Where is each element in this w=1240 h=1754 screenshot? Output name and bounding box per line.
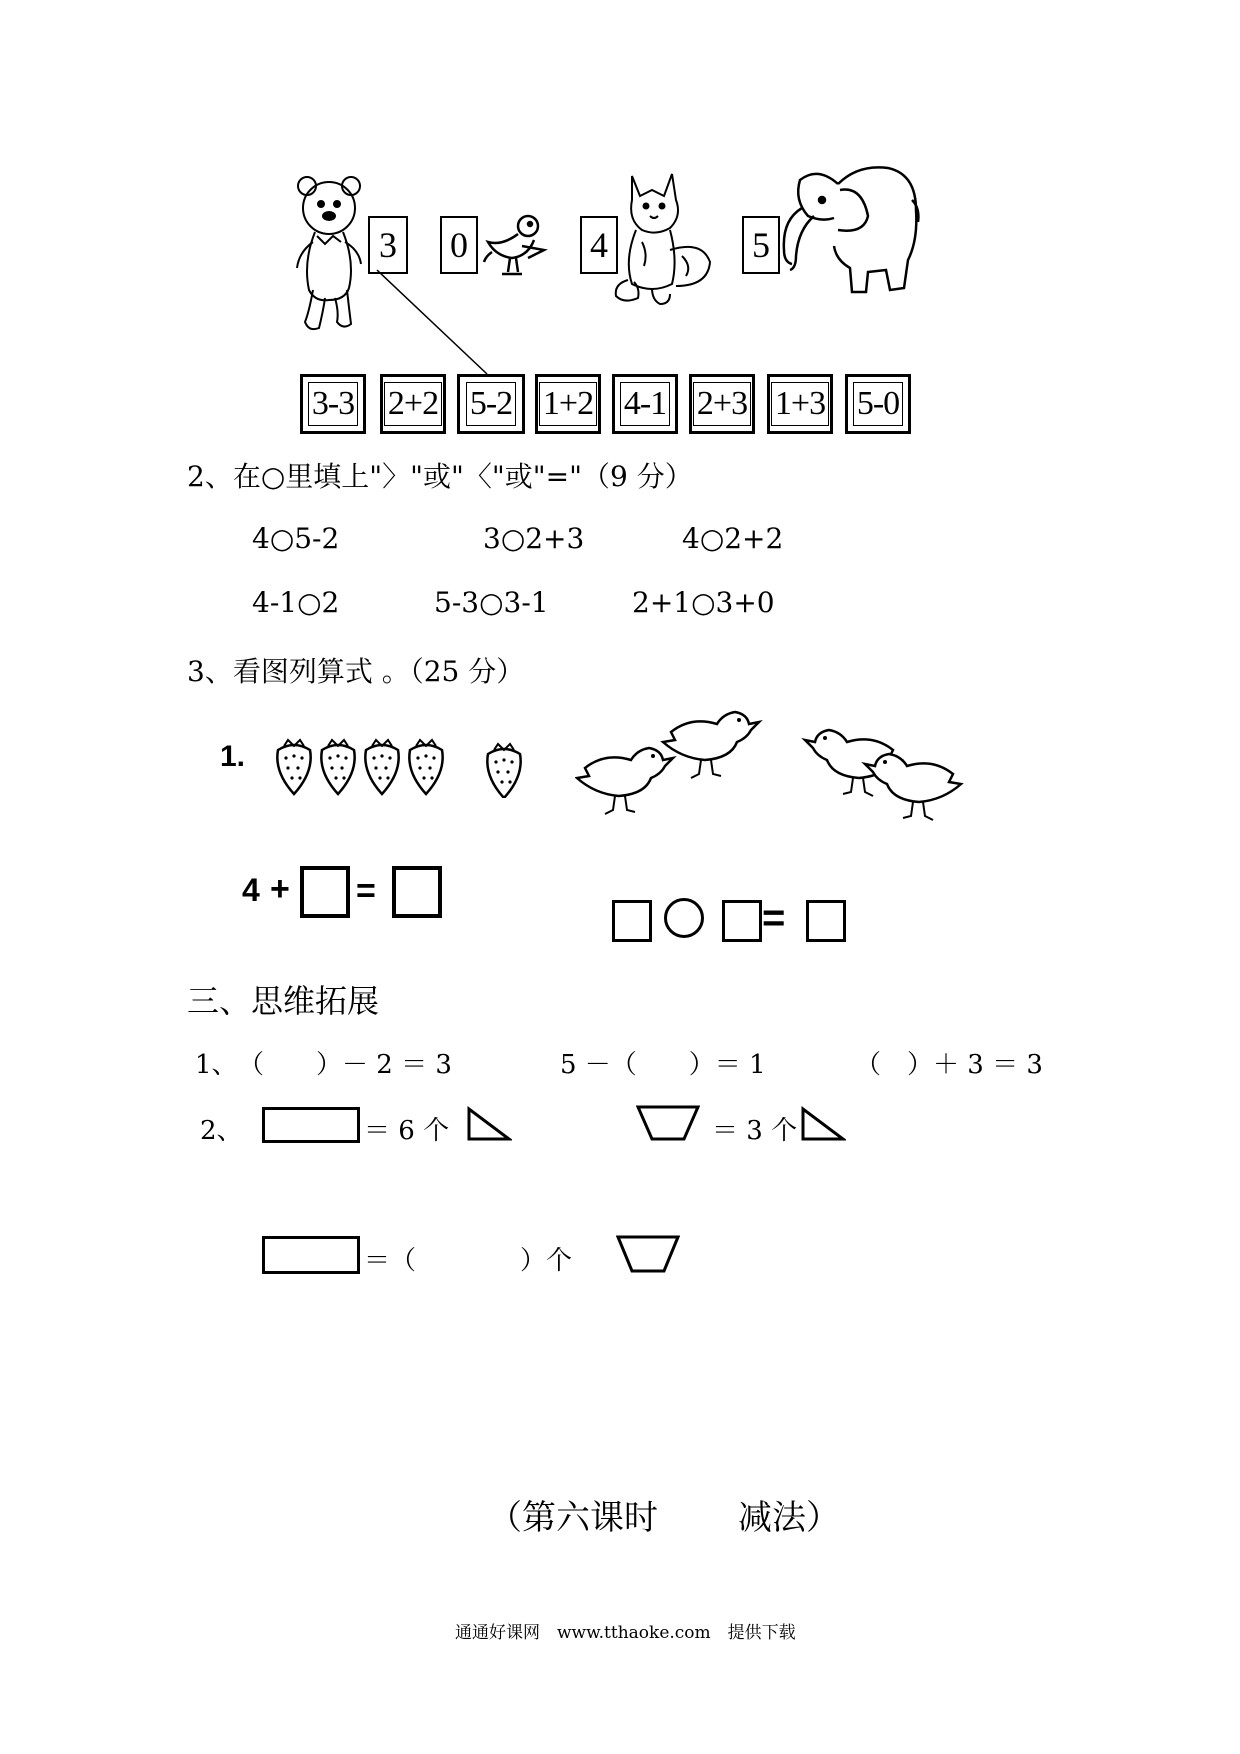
row-prefix: 2、 (200, 1116, 243, 1146)
rectangle-shape (262, 1236, 360, 1274)
answer-box[interactable] (806, 900, 846, 942)
expression-box (612, 374, 678, 434)
lesson-title-part: （第六课时 (488, 1498, 658, 1538)
answer-box[interactable] (612, 900, 652, 942)
q3-title: 3、看图列算式 。（25 分） (187, 655, 525, 688)
chicks-picture (575, 702, 985, 822)
expression-box (767, 374, 833, 434)
expression-box (457, 374, 525, 434)
bear-picture (295, 172, 365, 337)
number-box: 5 (742, 216, 780, 274)
fill-blank-item: （ ）－ 2 ＝ 3 (238, 1050, 452, 1080)
fox-picture (612, 170, 712, 310)
expression-text: 4-1 (620, 382, 670, 426)
number-box: 0 (440, 216, 478, 274)
number-box: 3 (368, 216, 408, 274)
expression-box (300, 374, 366, 434)
equals-sign: = (762, 896, 786, 940)
expression-text: 2+3 (693, 382, 751, 426)
footer-text: 通通好课网 www.tthaoke.com 提供下载 (455, 1623, 796, 1643)
section-heading: 三、思维拓展 (187, 982, 380, 1020)
expression-box (689, 374, 755, 434)
expression-text: 5-2 (466, 382, 516, 426)
compare-item: 4○2+2 (682, 522, 784, 555)
trapezoid-icon (636, 1104, 700, 1142)
expression-text: 2+2 (384, 382, 442, 426)
expression-text: 5-0 (853, 382, 903, 426)
rectangle-shape (262, 1107, 360, 1143)
fill-blank-item: 5 －（ ）＝ 1 (560, 1050, 766, 1080)
answer-box[interactable] (392, 866, 442, 918)
plus-sign: + (270, 870, 290, 908)
compare-item: 4○5-2 (252, 522, 340, 555)
q2-title: 2、在○里填上"〉"或"〈"或"="（9 分） (187, 460, 693, 493)
row-prefix: 1、 (195, 1050, 238, 1080)
strawberries-picture (272, 736, 532, 798)
expression-text: 3-3 (308, 382, 358, 426)
elephant-picture (778, 160, 920, 315)
number-box: 4 (580, 216, 618, 274)
expression-box (380, 374, 446, 434)
item-number: 1. (220, 740, 246, 773)
expression-text: 1+2 (539, 382, 597, 426)
answer-box[interactable] (300, 866, 350, 918)
triangle-icon (466, 1106, 512, 1142)
compare-item: 2+1○3+0 (632, 586, 775, 619)
answer-box[interactable] (722, 900, 762, 942)
expression-box (845, 374, 911, 434)
shape-equation: ＝（ ）个 (364, 1246, 573, 1276)
trapezoid-icon (616, 1234, 680, 1274)
lesson-title-part: 减法） (738, 1498, 840, 1538)
expression-box (535, 374, 601, 434)
fill-blank-item: （ ）＋ 3 ＝ 3 (855, 1050, 1043, 1080)
compare-item: 3○2+3 (483, 522, 585, 555)
triangle-icon (800, 1106, 846, 1142)
shape-equation: ＝ 6 个 (364, 1116, 450, 1146)
expression-text: 1+3 (771, 382, 829, 426)
equals-sign: = (356, 872, 376, 910)
equation-number: 4 (242, 872, 260, 908)
compare-item: 5-3○3-1 (434, 586, 549, 619)
connecting-line (375, 268, 495, 378)
shape-equation: ＝ 3 个 (712, 1116, 798, 1146)
compare-item: 4-1○2 (252, 586, 340, 619)
operator-circle[interactable] (664, 898, 704, 938)
